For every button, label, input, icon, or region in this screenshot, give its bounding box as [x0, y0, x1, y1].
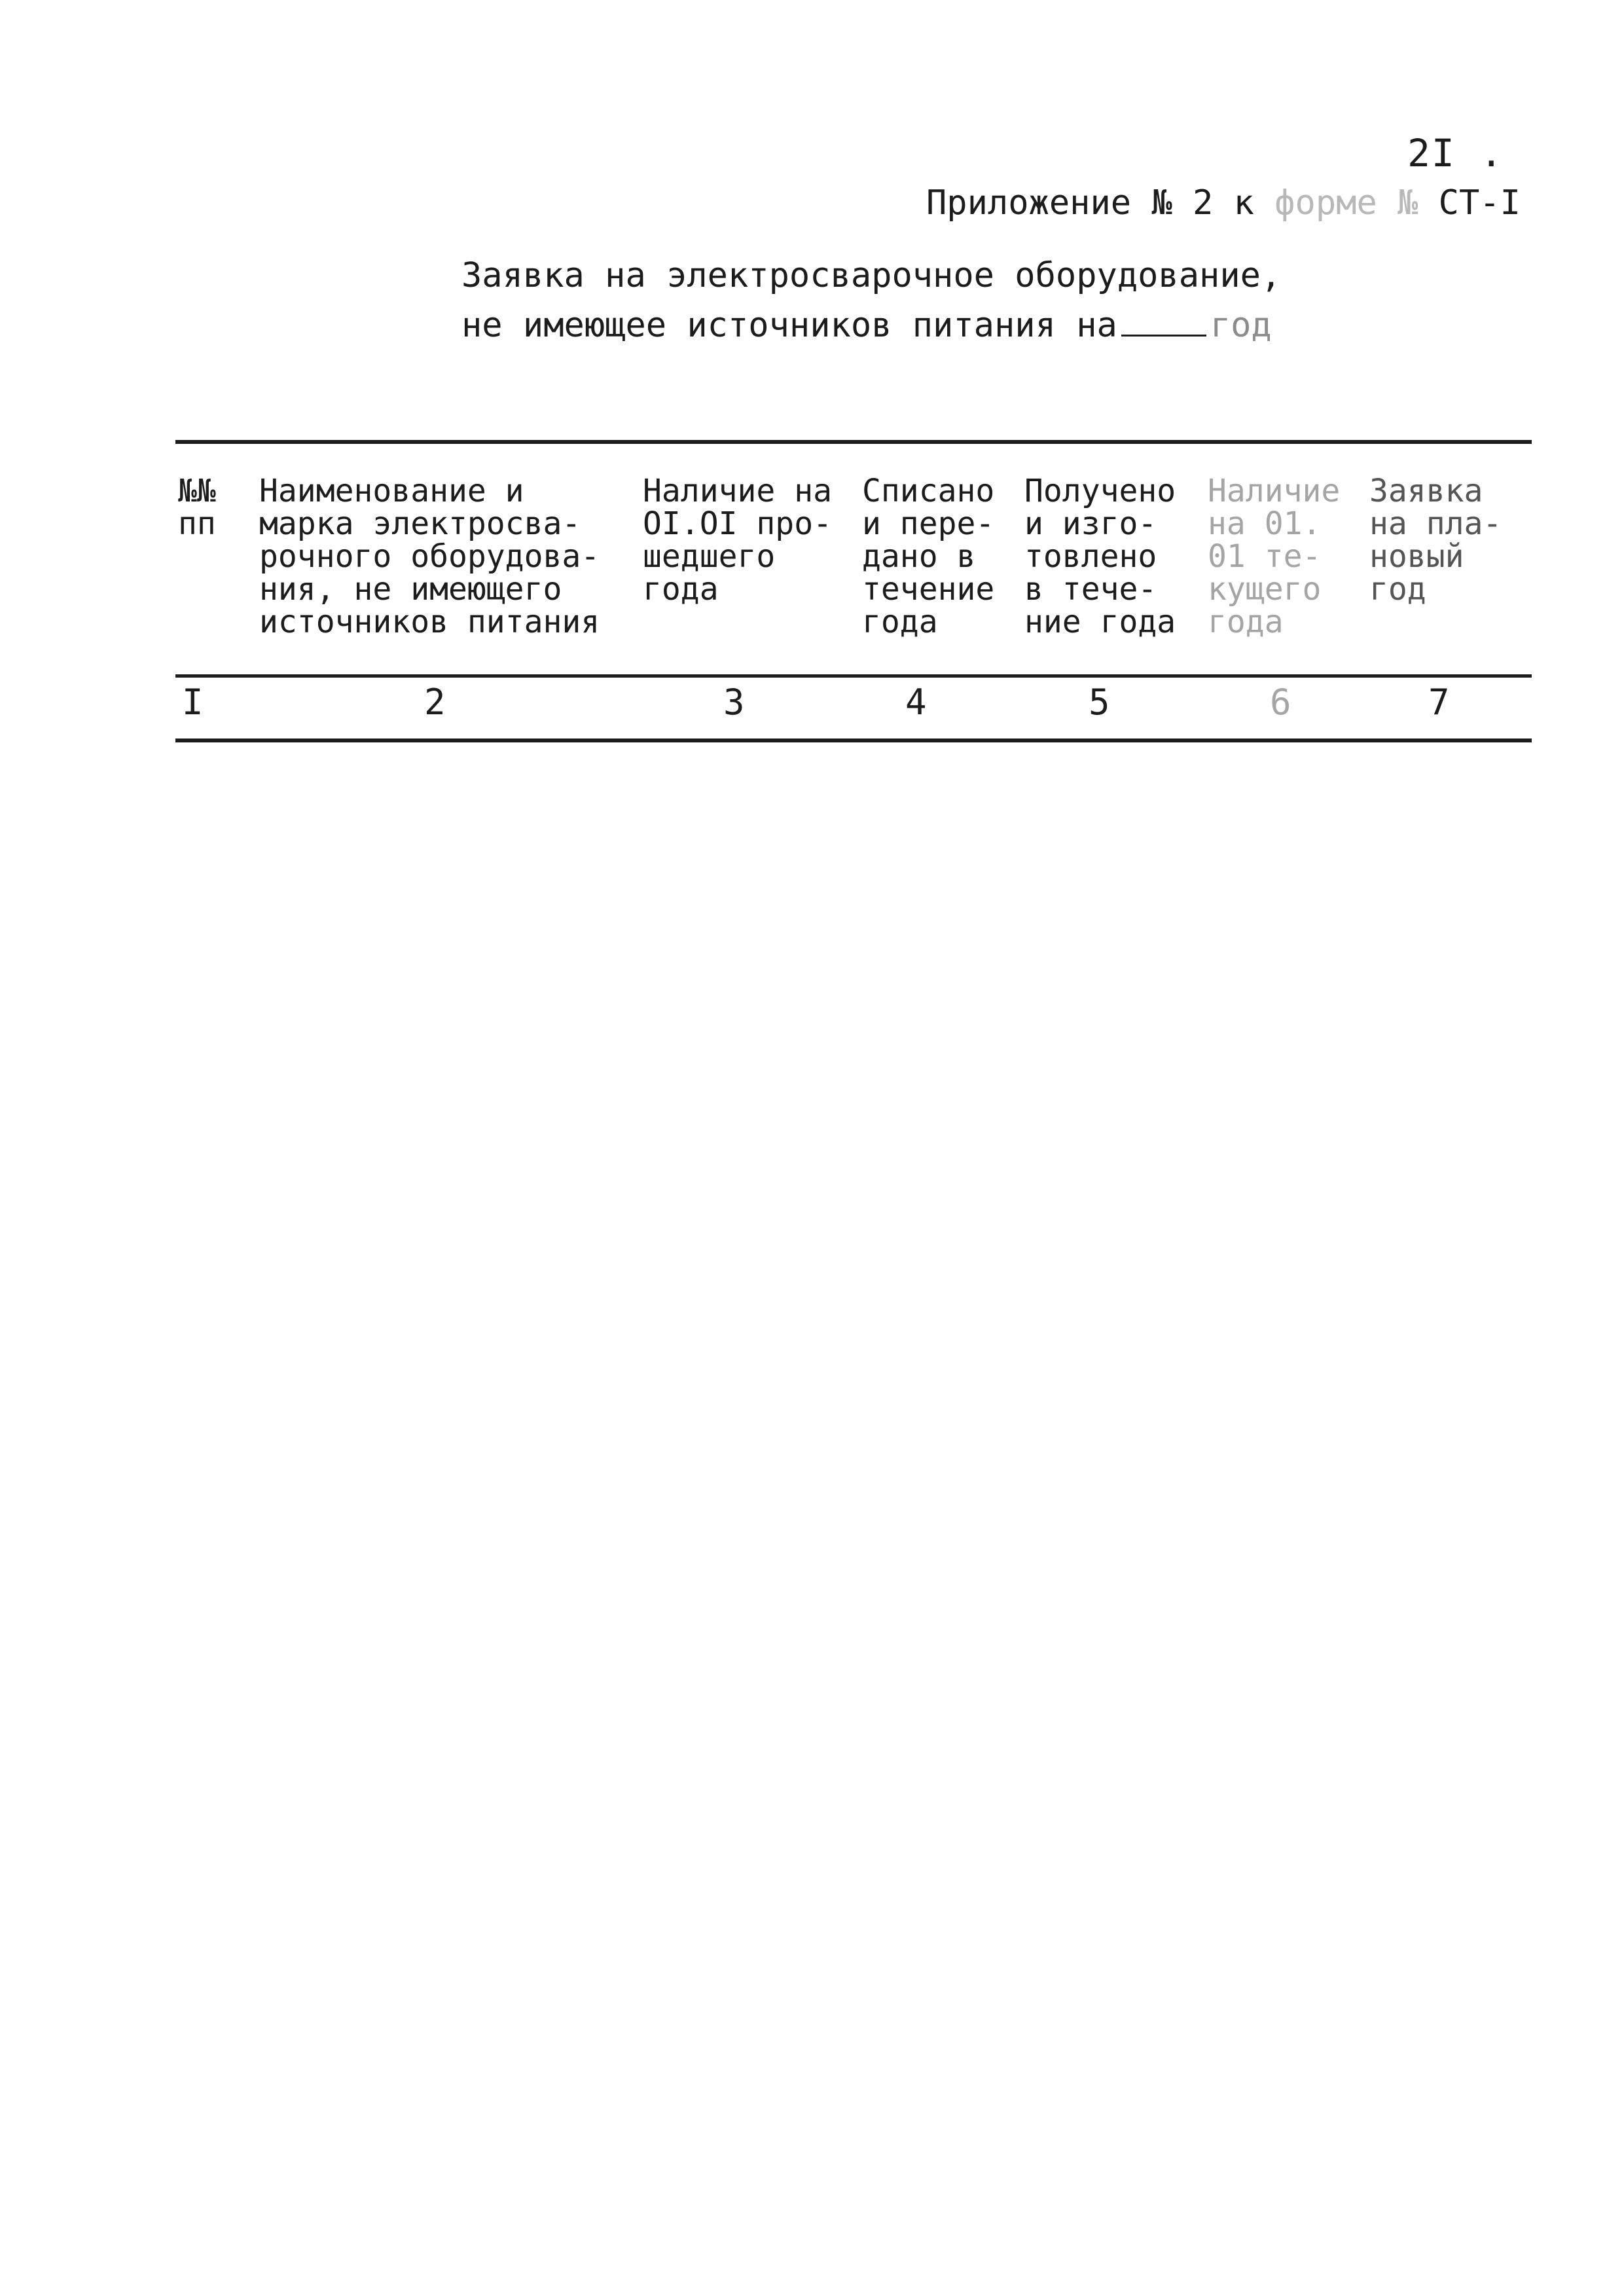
table-rule-top	[175, 440, 1532, 444]
column-number-2: 2	[424, 682, 446, 723]
title-line-1: Заявка на электросварочное оборудование,	[461, 256, 1282, 295]
appendix-reference	[926, 183, 1542, 223]
table-header-7: Заявка на пла- новый год	[1369, 473, 1502, 608]
table-header-2: Наименование и марка электросва- рочного оборудова- ния, не имеющего источников питания	[259, 473, 600, 640]
title-line-2	[461, 301, 1281, 350]
column-number-3: 3	[723, 682, 745, 723]
table-header-6: Наличие на 01. 01 те- кущего года	[1208, 473, 1341, 640]
appendix-form-code: СТ-I	[1438, 183, 1521, 223]
title-line-2-end: год	[1210, 306, 1272, 345]
document-title	[461, 251, 1281, 350]
table-header-1: №№ пп	[178, 473, 216, 542]
year-blank	[1121, 334, 1206, 337]
column-number-6: 6	[1270, 682, 1291, 723]
title-line-2-text: не имеющее источников питания на	[461, 306, 1117, 345]
page-number: 2I .	[1407, 131, 1504, 175]
table-rule-bottom	[175, 738, 1532, 742]
column-number-7: 7	[1428, 682, 1450, 723]
appendix-text-faded: форме №	[1254, 183, 1439, 223]
table-rule-middle	[175, 674, 1532, 678]
column-number-5: 5	[1089, 682, 1110, 723]
table-header-4: Списано и пере- дано в течение года	[862, 473, 995, 640]
table-header-5: Получено и изго- товлено в тече- ние года	[1024, 473, 1176, 640]
appendix-text: Приложение № 2 к	[926, 183, 1254, 223]
column-number-1: I	[182, 682, 204, 723]
table-header-3: Наличие на OI.OI про- шедшего года	[643, 473, 832, 608]
column-number-4: 4	[905, 682, 927, 723]
